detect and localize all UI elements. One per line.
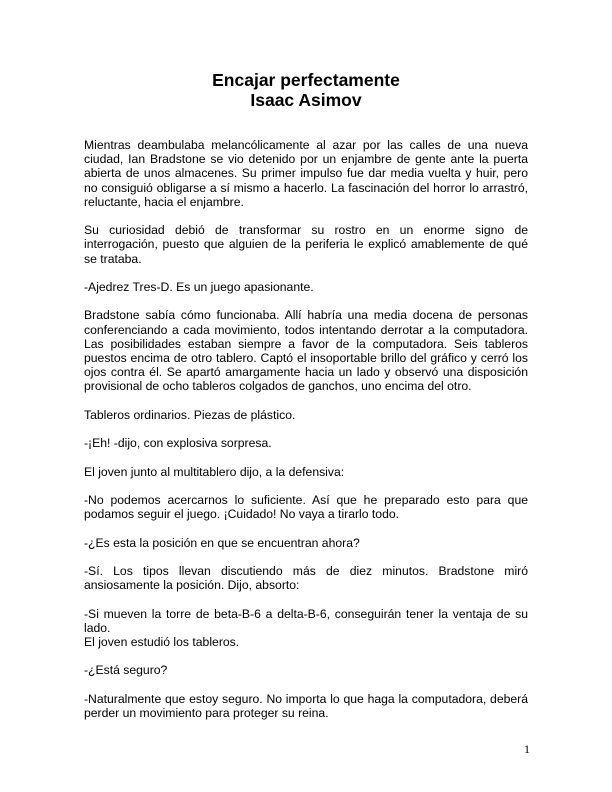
paragraph: -Ajedrez Tres-D. Es un juego apasionante. xyxy=(84,280,314,294)
paragraph: -¿Es esta la posición en que se encuentran ahora? xyxy=(84,535,360,550)
paragraph: -¿Está seguro? xyxy=(84,663,168,678)
paragraph: -Naturalmente que estoy seguro. No importa lo que haga la computadora, deberá perder un movimiento para proteger su reina. xyxy=(84,691,528,720)
document-author: Isaac Asimov xyxy=(250,90,362,110)
paragraph: Mientras deambulaba melancólicamente al azar por las calles de una nueva ciudad, Ian Bradstone se vio detenido por un enjambre de gente ante la puerta abierta de unos almacenes. Su primer impulso fue dar media vuelta y huir, pero no consiguió obligarse a sí mismo a hacerlo. La fascinación del horror lo arrastró, reluctante, hacia el enjambre. xyxy=(84,138,528,209)
paragraph: El joven estudió los tableros. xyxy=(84,634,240,649)
paragraph: Su curiosidad debió de transformar su rostro en un enorme signo de interrogación, puesto que alguien de la periferia le explicó amablemente de qué se trataba. xyxy=(84,223,528,266)
paragraph: -¡Eh! -dijo, con explosiva sorpresa. xyxy=(84,436,272,451)
title-block xyxy=(0,70,612,110)
paragraph: -No podemos acercarnos lo suficiente. Así que he preparado esto para que podamos seguir el juego. ¡Cuidado! No vaya a tirarlo todo. xyxy=(84,492,528,522)
page-number: 1 xyxy=(524,742,530,756)
paragraph: El joven junto al multitablero dijo, a la defensiva: xyxy=(84,464,345,479)
document-title: Encajar perfectamente xyxy=(212,70,400,90)
document-body xyxy=(84,138,528,734)
paragraph: Tableros ordinarios. Piezas de plástico. xyxy=(84,407,296,422)
paragraph: -Sí. Los tipos llevan discutiendo más de diez minutos. Bradstone miró ansiosamente la posición. Dijo, absorto: xyxy=(84,563,528,593)
paragraph: Bradstone sabía cómo funcionaba. Allí habría una media docena de personas conferenciando a cada movimiento, todos intentando derrotar a la computadora. Las posibilidades estaban siempre a favor de la computadora. Seis tableros puestos encima de otro tablero. Captó el insoportable brillo del gráfico y cerró los ojos contra él. Se apartó amargamente hacia un lado y observó una disposición provisional de ocho tableros colgados de ganchos, uno encima del otro. xyxy=(84,308,528,394)
paragraph: -Si mueven la torre de beta-B-6 a delta-B-6, conseguirán tener la ventaja de su lado. xyxy=(84,606,528,635)
